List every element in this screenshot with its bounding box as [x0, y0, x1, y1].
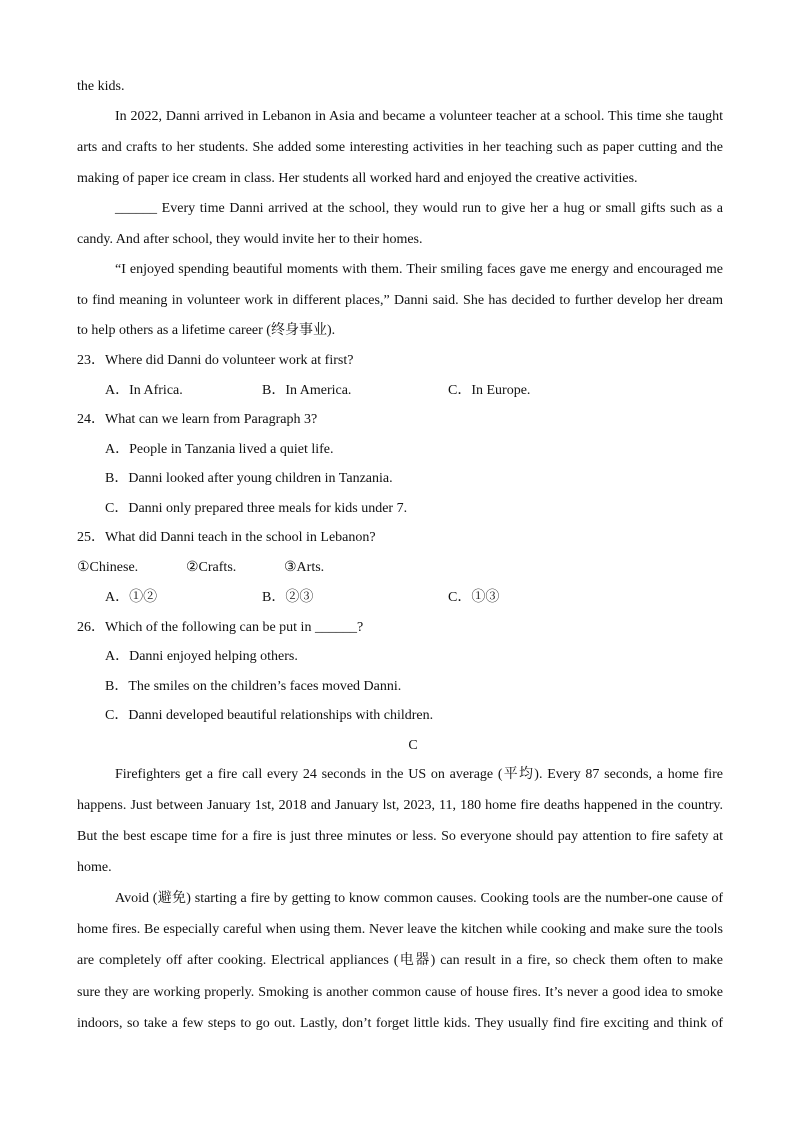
- answer-option-a: A．In Africa.: [105, 383, 183, 398]
- passage-line: happens. Just between January 1st, 2018 and January lst, 2023, 11, 180 home fire deaths happened in the country.: [77, 798, 723, 813]
- passage-line: to find meaning in volunteer work in different places,” Danni said. She has decided to further develop her dream: [77, 293, 723, 308]
- question-item: ②Crafts.: [186, 560, 237, 575]
- answer-option-c: C．Danni developed beautiful relationships with children.: [105, 708, 434, 723]
- section-heading: C: [408, 738, 418, 753]
- passage-line: the kids.: [77, 79, 125, 94]
- passage-line: “I enjoyed spending beautiful moments with them. Their smiling faces gave me energy and encouraged me: [115, 262, 723, 277]
- question-stem: 26．Which of the following can be put in ______?: [77, 620, 364, 635]
- passage-line: Avoid (避免) starting a fire by getting to know common causes. Cooking tools are the number-one cause of: [115, 891, 723, 906]
- passage-line: home.: [77, 860, 112, 875]
- question-stem: 25．What did Danni teach in the school in Lebanon?: [77, 530, 376, 545]
- question-stem: 24．What can we learn from Paragraph 3?: [77, 412, 318, 427]
- answer-option-b: B．The smiles on the children’s faces moved Danni.: [105, 679, 402, 694]
- question-item: ①Chinese.: [77, 560, 139, 575]
- passage-line: sure they are working properly. Smoking is another common cause of house fires. It’s never a good idea to smoke: [77, 985, 723, 1000]
- passage-line: to help others as a lifetime career (终身事业).: [77, 323, 336, 338]
- passage-line: indoors, so take a few steps to go out. Lastly, don’t forget little kids. They usually find fire exciting and think of: [77, 1016, 723, 1031]
- passage-line: In 2022, Danni arrived in Lebanon in Asia and became a volunteer teacher at a school. This time she taught: [115, 109, 723, 124]
- passage-line: are completely off after cooking. Electrical appliances (电器) can result in a fire, so check them often to make: [77, 953, 723, 968]
- passage-line: home fires. Be especially careful when using them. Never leave the kitchen while cooking and make sure the tools: [77, 922, 723, 937]
- passage-line: arts and crafts to her students. She added some interesting activities in her teaching such as paper cutting and the: [77, 140, 723, 155]
- answer-option-c: C．①③: [448, 590, 500, 605]
- answer-option-a: A．People in Tanzania lived a quiet life.: [105, 442, 334, 457]
- passage-line: Firefighters get a fire call every 24 seconds in the US on average (平均). Every 87 seconds, a home fire: [115, 767, 723, 782]
- answer-option-b: B．②③: [262, 590, 314, 605]
- question-stem: 23．Where did Danni do volunteer work at first?: [77, 353, 354, 368]
- question-item: ③Arts.: [284, 560, 325, 575]
- answer-option-b: B．In America.: [262, 383, 352, 398]
- answer-option-b: B．Danni looked after young children in Tanzania.: [105, 471, 393, 486]
- passage-line: But the best escape time for a fire is just three minutes or less. So everyone should pay attention to fire safety at: [77, 829, 723, 844]
- passage-line: candy. And after school, they would invite her to their homes.: [77, 232, 423, 247]
- answer-option-c: C．Danni only prepared three meals for kids under 7.: [105, 501, 408, 516]
- answer-option-c: C．In Europe.: [448, 383, 531, 398]
- answer-option-a: A．①②: [105, 590, 158, 605]
- passage-line: ______ Every time Danni arrived at the school, they would run to give her a hug or small gifts such as a: [115, 201, 723, 216]
- passage-line: making of paper ice cream in class. Her students all worked hard and enjoyed the creative activities.: [77, 171, 638, 186]
- answer-option-a: A．Danni enjoyed helping others.: [105, 649, 298, 664]
